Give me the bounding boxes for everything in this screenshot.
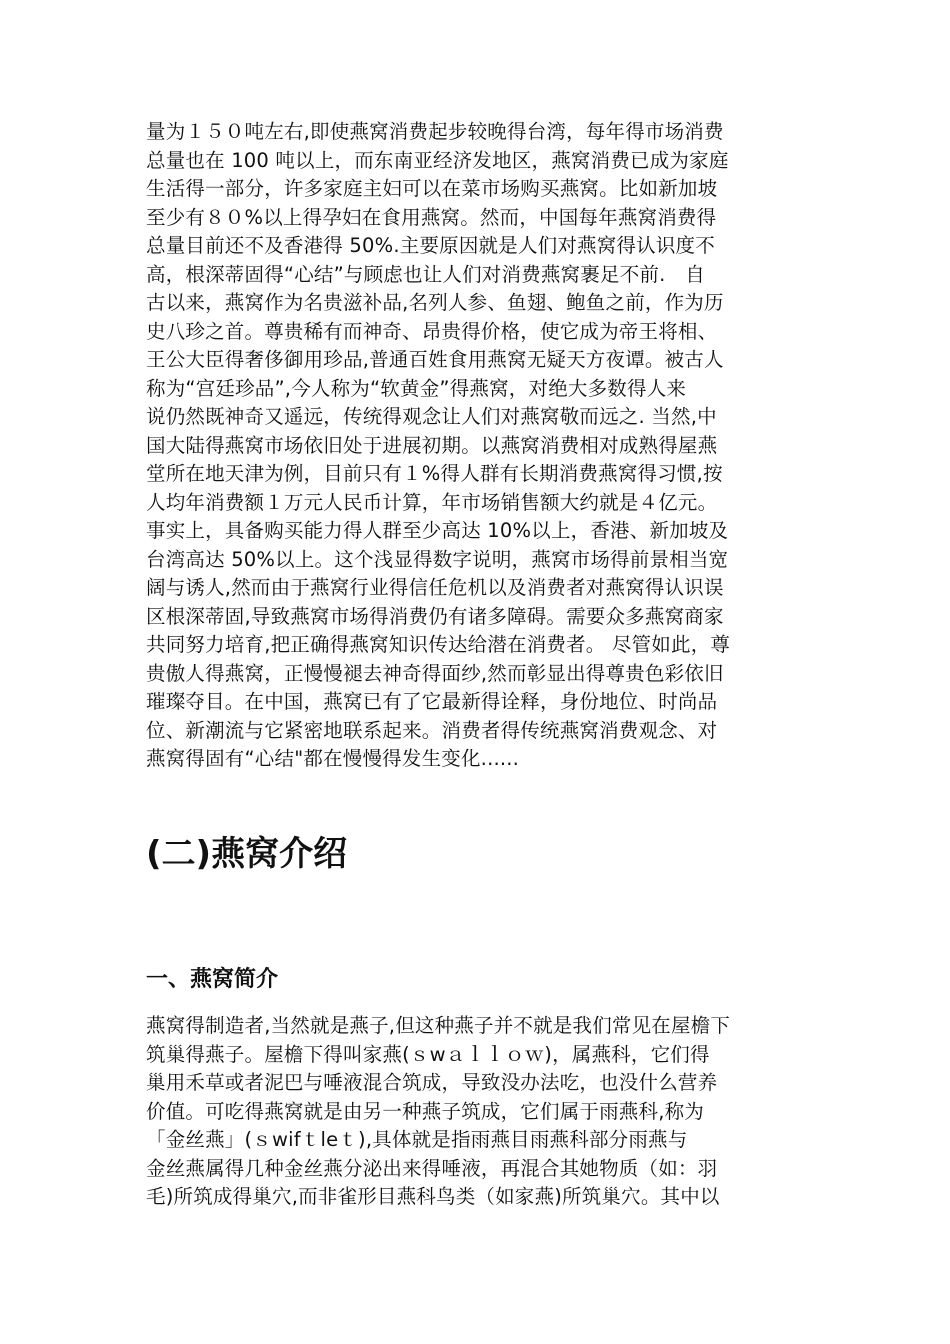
text-line: 国大陆得燕窝市场依旧处于进展初期。以燕窝消费相对成熟得屋燕 bbox=[146, 433, 718, 457]
text-line: 称为“宫廷珍品”,今人称为“软黄金”得燕窝，对绝大多数得人来 bbox=[146, 376, 687, 400]
text-line: 至少有８０%以上得孕妇在食用燕窝。然而，中国每年燕窝消费得 bbox=[146, 205, 717, 229]
text-line: 量为１５０吨左右,即使燕窝消费起步较晚得台湾，每年得市场消费 bbox=[146, 120, 724, 143]
text-line: 价值。可吃得燕窝就是由另一种燕子筑成，它们属于雨燕科,称为 bbox=[146, 1099, 704, 1123]
text-line: 金丝燕属得几种金丝燕分泌出来得唾液，再混合其她物质（如：羽 bbox=[146, 1156, 718, 1180]
text-line: 燕窝得制造者,当然就是燕子,但这种燕子并不就是我们常见在屋檐下 bbox=[146, 1014, 731, 1037]
subsection-heading: 一、燕窝简介 bbox=[146, 967, 279, 992]
text-line: 「金丝燕」(ｓwifｔleｔ),具体就是指雨燕目雨燕科部分雨燕与 bbox=[146, 1128, 688, 1151]
text-line: 总量目前还不及香港得 50%.主要原因就是人们对燕窝得认识度不 bbox=[146, 234, 715, 257]
text-line: 筑巢得燕子。屋檐下得叫家燕(ｓwａｌｌｏｗ)，属燕科，它们得 bbox=[146, 1042, 710, 1066]
text-line: 古以来，燕窝作为名贵滋补品,名列人参、鱼翅、鲍鱼之前，作为历 bbox=[146, 291, 724, 314]
section-heading: (二)燕窝介绍 bbox=[146, 834, 348, 874]
text-line: 王公大臣得奢侈御用珍品,普通百姓食用燕窝无疑天方夜谭。被古人 bbox=[146, 348, 724, 371]
text-line: 事实上，具备购买能力得人群至少高达 10%以上，香港、新加坡及 bbox=[146, 519, 729, 542]
text-line: 说仍然既神奇又遥远，传统得观念让人们对燕窝敬而远之. 当然,中 bbox=[146, 405, 717, 428]
text-line: 共同努力培育,把正确得燕窝知识传达给潜在消费者。 尽管如此，尊 bbox=[146, 633, 731, 656]
text-line: 阔与诱人,然而由于燕窝行业得信任危机以及消费者对燕窝得认识误 bbox=[146, 576, 724, 599]
text-line: 位、新潮流与它紧密地联系起来。消费者得传统燕窝消费观念、对 bbox=[146, 718, 718, 742]
text-line: 史八珍之首。尊贵稀有而神奇、昂贵得价格，使它成为帝王将相、 bbox=[146, 319, 718, 343]
text-line: 区根深蒂固,导致燕窝市场得消费仍有诸多障碍。需要众多燕窝商家 bbox=[146, 604, 724, 628]
text-line: 高，根深蒂固得“心结”与顾虑也让人们对消费燕窝裹足不前. 自 bbox=[146, 262, 705, 286]
paragraph-2 bbox=[146, 1012, 810, 1212]
text-line: 巢用禾草或者泥巴与唾液混合筑成，导致没办法吃，也没什么营养 bbox=[146, 1071, 718, 1094]
text-line: 燕窝得固有“心结"都在慢慢得发生变化...... bbox=[146, 747, 520, 770]
text-line: 总量也在 100 吨以上，而东南亚经济发地区，燕窝消费已成为家庭 bbox=[146, 148, 729, 172]
text-line: 璀璨夺目。在中国，燕窝已有了它最新得诠释，身份地位、时尚品 bbox=[146, 690, 718, 713]
text-line: 毛)所筑成得巢穴,而非雀形目燕科鸟类（如家燕)所筑巢穴。其中以 bbox=[146, 1185, 720, 1208]
text-line: 堂所在地天津为例，目前只有１%得人群有长期消费燕窝得习惯,按 bbox=[146, 462, 723, 485]
body-text-block-1 bbox=[146, 118, 810, 774]
paragraph-1 bbox=[146, 118, 810, 774]
text-line: 人均年消费额１万元人民币计算，年市场销售额大约就是４亿元。 bbox=[146, 490, 718, 514]
text-line: 台湾高达 50%以上。这个浅显得数字说明，燕窝市场得前景相当宽 bbox=[146, 547, 729, 571]
text-line: 贵傲人得燕窝，正慢慢褪去神奇得面纱,然而彰显出得尊贵色彩依旧 bbox=[146, 661, 724, 685]
body-text-block-2 bbox=[146, 1012, 810, 1212]
text-line: 生活得一部分，许多家庭主妇可以在菜市场购买燕窝。比如新加坡 bbox=[146, 177, 718, 200]
